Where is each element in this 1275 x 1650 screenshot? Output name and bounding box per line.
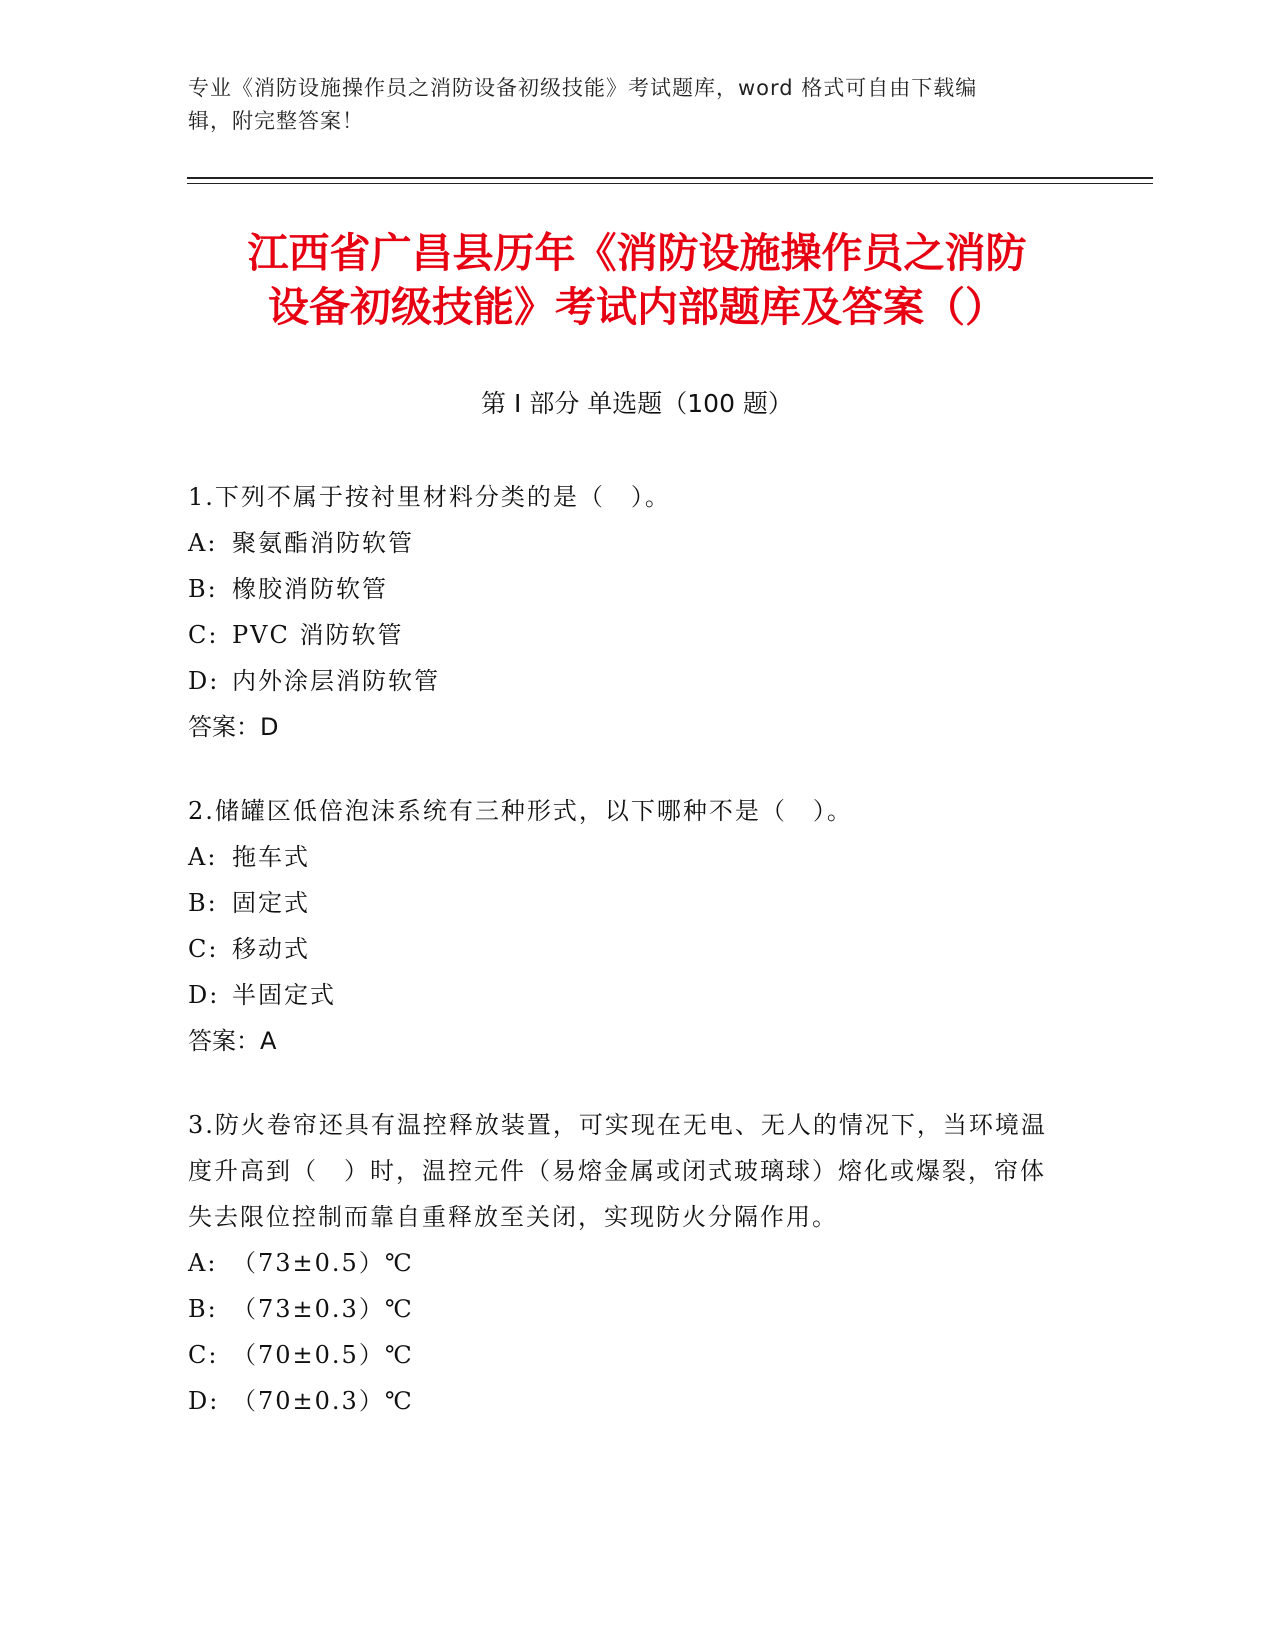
option-text: 橡胶消防软管 [232,575,388,603]
option-key: A: [188,1249,218,1277]
option-key: D: [188,667,220,695]
option-text: 移动式 [232,935,310,963]
answer: 答案：D [188,713,279,741]
option-a [188,520,1068,566]
option-b [188,1286,1068,1332]
option-key: C: [188,935,219,963]
option-text: 半固定式 [232,981,336,1009]
document-title-line2: 设备初级技能》考试内部题库及答案（） [268,283,1006,331]
header-divider-thin [187,183,1153,184]
option-text: 聚氨酯消防软管 [232,529,414,557]
option-key: A: [188,529,218,557]
option-key: B: [188,889,218,917]
question-stem: 1.下列不属于按衬里材料分类的是（ ）。 [188,483,671,511]
option-key: D: [188,981,220,1009]
header-note [188,72,1068,138]
option-d [188,658,1068,704]
question-stem: 3.防火卷帘还具有温控释放装置，可实现在无电、无人的情况下，当环境温度升高到（ ）时，温控元件（易熔金属或闭式玻璃球）熔化或爆裂，帘体失去限位控制而靠自重释放至关闭，实现防火分隔作用。 [188,1111,1047,1231]
option-text: 内外涂层消防软管 [232,667,440,695]
option-a [188,834,1068,880]
question-stem: 2.储罐区低倍泡沫系统有三种形式，以下哪种不是（ ）。 [188,797,853,825]
option-key: D: [188,1387,220,1415]
option-d [188,972,1068,1018]
option-c [188,926,1068,972]
option-text: （73±0.3）℃ [232,1295,414,1323]
option-key: B: [188,575,218,603]
question-1 [188,474,1068,750]
document-title [187,226,1087,334]
option-key: A: [188,843,218,871]
header-note-line1: 专业《消防设施操作员之消防设备初级技能》考试题库，word 格式可自由下载编 [188,76,978,100]
section-title: 第 I 部分 单选题（100 题） [481,389,793,418]
option-text: PVC 消防软管 [232,621,404,649]
header-note-line2: 辑，附完整答案！ [188,109,364,133]
option-c [188,612,1068,658]
question-3 [188,1102,1068,1424]
option-text: 固定式 [232,889,310,917]
option-b [188,880,1068,926]
option-d [188,1378,1068,1424]
document-title-line1: 江西省广昌县历年《消防设施操作员之消防 [247,229,1027,277]
answer: 答案：A [188,1027,277,1055]
option-key: B: [188,1295,218,1323]
option-a [188,1240,1068,1286]
option-c [188,1332,1068,1378]
question-list [188,474,1068,1462]
option-text: （70±0.3）℃ [232,1387,414,1415]
option-key: C: [188,1341,219,1369]
option-key: C: [188,621,219,649]
question-2 [188,788,1068,1064]
option-text: 拖车式 [232,843,310,871]
header-divider-thick [187,177,1153,179]
option-b [188,566,1068,612]
option-text: （70±0.5）℃ [232,1341,414,1369]
option-text: （73±0.5）℃ [232,1249,414,1277]
